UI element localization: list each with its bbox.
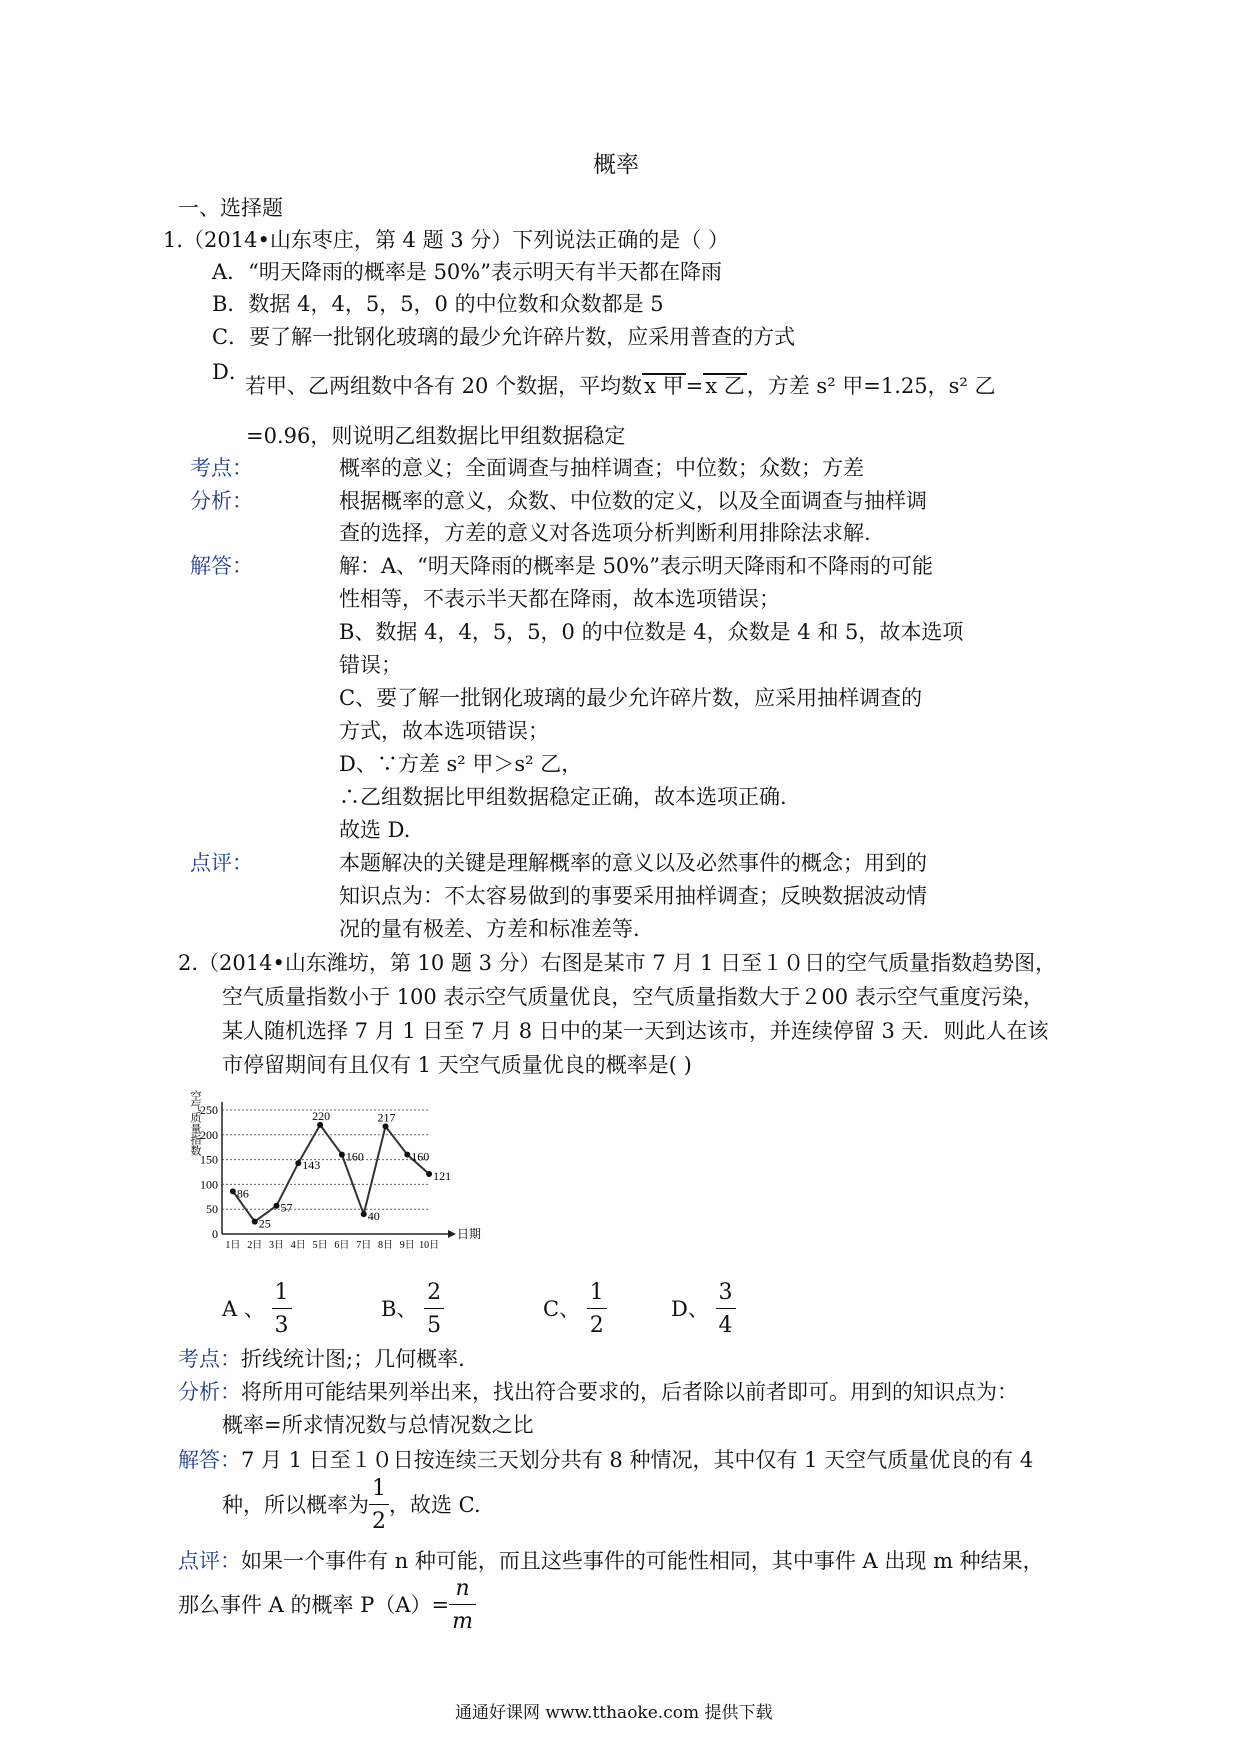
x-tick-label: 6日: [334, 1240, 350, 1251]
q2-stem-3: 某人随机选择 7 月 1 日至 7 月 8 日中的某一天到达该市，并连续停留 3 天．则此人在该: [222, 1019, 1049, 1043]
y-tick-label: 150: [200, 1152, 218, 1167]
q2-choice-d: [671, 1282, 736, 1337]
data-point: [361, 1211, 367, 1217]
q1-option-b: B．数据 4，4，5，5，0 的中位数和众数都是 5: [212, 292, 664, 316]
q1-stem: 1.（2014•山东枣庄，第 4 题 3 分）下列说法正确的是（ ）: [163, 228, 729, 252]
q1-jieda-5: C、要了解一批钢化玻璃的最少允许碎片数，应采用抽样调查的: [339, 686, 923, 710]
q1-fenxi-2: 查的选择，方差的意义对各选项分析判断利用排除法求解.: [339, 521, 871, 545]
x-tick-label: 2日: [247, 1240, 263, 1251]
q1-dianping-label: 点评：: [190, 851, 253, 875]
y-tick-label: 200: [200, 1127, 218, 1142]
page-title: 概率: [593, 152, 639, 178]
data-label: 220: [312, 1108, 331, 1123]
q1-option-d-text-a: 若甲、乙两组数中各有 20 个数据，平均数: [245, 374, 643, 398]
q1-fenxi-1: 根据概率的意义，众数、中位数的定义，以及全面调查与抽样调: [339, 489, 927, 513]
q2-kaodian-label: 考点：: [178, 1347, 241, 1371]
equals-sign: =: [685, 374, 704, 398]
mean-yi: x 乙: [705, 374, 745, 398]
x-tick-label: 7日: [356, 1240, 372, 1251]
data-point: [230, 1188, 236, 1194]
q1-option-a: A．“明天降雨的概率是 50%”表示明天有半天都在降雨: [212, 260, 722, 284]
q1-dianping-1: 本题解决的关键是理解概率的意义以及必然事件的概念；用到的: [339, 851, 927, 875]
x-tick-label: 9日: [399, 1240, 415, 1251]
q2-fenxi-2: 概率=所求情况数与总情况数之比: [222, 1413, 534, 1437]
choice-b-fraction: [424, 1282, 444, 1337]
choice-b-num: 2: [424, 1282, 444, 1309]
data-point: [252, 1219, 258, 1225]
data-label: 86: [236, 1186, 249, 1201]
q1-dianping-2: 知识点为：不太容易做到的事要采用抽样调查；反映数据波动情: [339, 884, 927, 908]
q1-option-d-label: D．: [212, 360, 250, 384]
q1-jieda-1: 解：A、“明天降雨的概率是 50%”表示明天降雨和不降雨的可能: [339, 554, 933, 578]
q1-jieda-4: 错误；: [339, 653, 402, 677]
x-tick-label: 4日: [290, 1240, 306, 1251]
q1-jieda-label: 解答：: [190, 554, 253, 578]
y-tick-label: 50: [206, 1202, 218, 1217]
q2-jieda-2a: 种，所以概率为: [222, 1492, 369, 1517]
data-point: [274, 1203, 280, 1209]
q2-jieda-2: [222, 1478, 481, 1533]
data-label: 143: [302, 1158, 321, 1173]
choice-a-den: 3: [274, 1313, 289, 1338]
q1-jieda-8: ∴乙组数据比甲组数据稳定正确，故本选项正确.: [339, 785, 787, 809]
q2-jieda-fraction: [369, 1478, 389, 1533]
q1-fenxi-label: 分析：: [190, 489, 253, 513]
data-label: 160: [411, 1149, 430, 1164]
q1-option-d-line1: [245, 373, 996, 399]
choice-d-label: D、: [671, 1296, 709, 1321]
choice-d-den: 4: [718, 1313, 733, 1338]
q2-dianping-2a: 那么事件 A 的概率 P（A）=: [178, 1592, 450, 1617]
q1-jieda-7: D、∵方差 s² 甲＞s² 乙，: [339, 752, 583, 776]
q2-jieda-label: 解答：: [178, 1448, 241, 1472]
x-tick-label: 3日: [269, 1240, 284, 1251]
x-tick-label: 8日: [378, 1240, 393, 1251]
data-point: [426, 1171, 432, 1177]
q2-dianping-2: [178, 1578, 476, 1633]
mean-jia: x 甲: [644, 374, 684, 398]
page-footer: 通通好课网 www.tthaoke.com 提供下载: [455, 1703, 773, 1723]
data-point: [295, 1160, 301, 1166]
q1-kaodian: 概率的意义；全面调查与抽样调查；中位数；众数；方差: [339, 456, 864, 480]
x-tick-label: 10日: [419, 1240, 440, 1251]
q2-dianping-label: 点评：: [178, 1549, 241, 1573]
choice-a-num: 1: [272, 1282, 292, 1309]
q2-jieda-text: 7 月 1 日至１０日按连续三天划分共有 8 种情况，其中仅有 1 天空气质量优良的有 4: [241, 1448, 1034, 1472]
q2-stem-2: 空气质量指数小于 100 表示空气质量优良，空气质量指数大于２00 表示空气重度污染，: [222, 985, 1044, 1009]
q1-option-c: C．要了解一批钢化玻璃的最少允许碎片数，应采用普查的方式: [212, 325, 796, 349]
q2-dianping-fraction: [449, 1578, 476, 1633]
choice-d-num: 3: [716, 1282, 736, 1309]
q2-fenxi-text: 将所用可能结果列举出来，找出符合要求的，后者除以前者即可。用到的知识点为：: [241, 1380, 1018, 1404]
q2-jieda-num: 1: [369, 1478, 389, 1505]
q2-stem-1: 2.（2014•山东潍坊，第 10 题 3 分）右图是某市 7 月 1 日至１０日的空气质量指数趋势图，: [178, 951, 1057, 975]
q1-option-d-text-b: ，方差 s² 甲=1.25，s² 乙: [746, 374, 996, 398]
x-tick-label: 1日: [225, 1240, 241, 1251]
q1-option-d-line2: =0.96，则说明乙组数据比甲组数据稳定: [246, 424, 626, 448]
q2-stem-4: 市停留期间有且仅有 1 天空气质量优良的概率是( ): [222, 1053, 692, 1077]
choice-b-label: B、: [381, 1296, 418, 1321]
q2-fenxi-label: 分析：: [178, 1380, 241, 1404]
choice-c-den: 2: [589, 1313, 604, 1338]
q2-choice-a: [222, 1282, 292, 1337]
y-tick-label: 250: [200, 1103, 218, 1117]
q2-choice-b: [381, 1282, 444, 1337]
choice-c-label: C、: [543, 1296, 581, 1321]
q2-dianping-num: n: [449, 1578, 476, 1605]
data-point: [339, 1152, 345, 1158]
chart-ylabel: 空气质量指数: [189, 1090, 201, 1156]
q2-jieda-den: 2: [372, 1509, 386, 1534]
q2-dianping-text: 如果一个事件有 n 种可能，而且这些事件的可能性相同，其中事件 A 出现 m 种结果，: [241, 1549, 1044, 1573]
y-tick-label: 100: [200, 1177, 218, 1192]
data-label: 160: [345, 1149, 364, 1164]
q1-dianping-3: 况的量有极差、方差和标准差等.: [339, 917, 640, 941]
data-label: 40: [367, 1209, 380, 1224]
q2-kaodian-text: 折线统计图;；几何概率．: [241, 1347, 480, 1371]
q2-dianping-den: m: [452, 1609, 473, 1634]
q2-dianping-1: [178, 1549, 1044, 1574]
q2-kaodian: [178, 1347, 479, 1372]
q2-choice-c: [543, 1282, 607, 1337]
q2-jieda-2b: ，故选 C.: [389, 1492, 481, 1517]
data-label: 121: [433, 1168, 452, 1183]
data-label: 217: [377, 1110, 396, 1125]
choice-c-fraction: [587, 1282, 607, 1337]
q1-kaodian-label: 考点：: [190, 456, 253, 480]
x-tick-label: 5日: [312, 1240, 328, 1251]
chart-xlabel: 日期: [457, 1227, 482, 1241]
x-axis-arrow: [448, 1230, 456, 1238]
choice-a-fraction: [272, 1282, 292, 1337]
q1-jieda-6: 方式，故本选项错误；: [339, 719, 549, 743]
y-tick-label: 0: [212, 1227, 218, 1241]
choice-b-den: 5: [427, 1313, 442, 1338]
section-heading: 一、选择题: [178, 196, 283, 220]
data-label: 57: [280, 1200, 293, 1215]
series-line: [233, 1125, 429, 1222]
q2-jieda-1: [178, 1448, 1033, 1473]
data-point: [404, 1152, 410, 1158]
q1-jieda-9: 故选 D.: [339, 818, 411, 842]
q2-fenxi-1: [178, 1380, 1018, 1405]
q1-jieda-2: 性相等，不表示半天都在降雨，故本选项错误；: [339, 587, 780, 611]
air-quality-line-chart: [178, 1082, 488, 1257]
q1-jieda-3: B、数据 4，4，5，5，0 的中位数是 4，众数是 4 和 5，故本选项: [339, 620, 964, 644]
choice-c-num: 1: [587, 1282, 607, 1309]
choice-a-label: A 、: [222, 1296, 265, 1321]
data-label: 25: [258, 1216, 271, 1231]
choice-d-fraction: [716, 1282, 736, 1337]
